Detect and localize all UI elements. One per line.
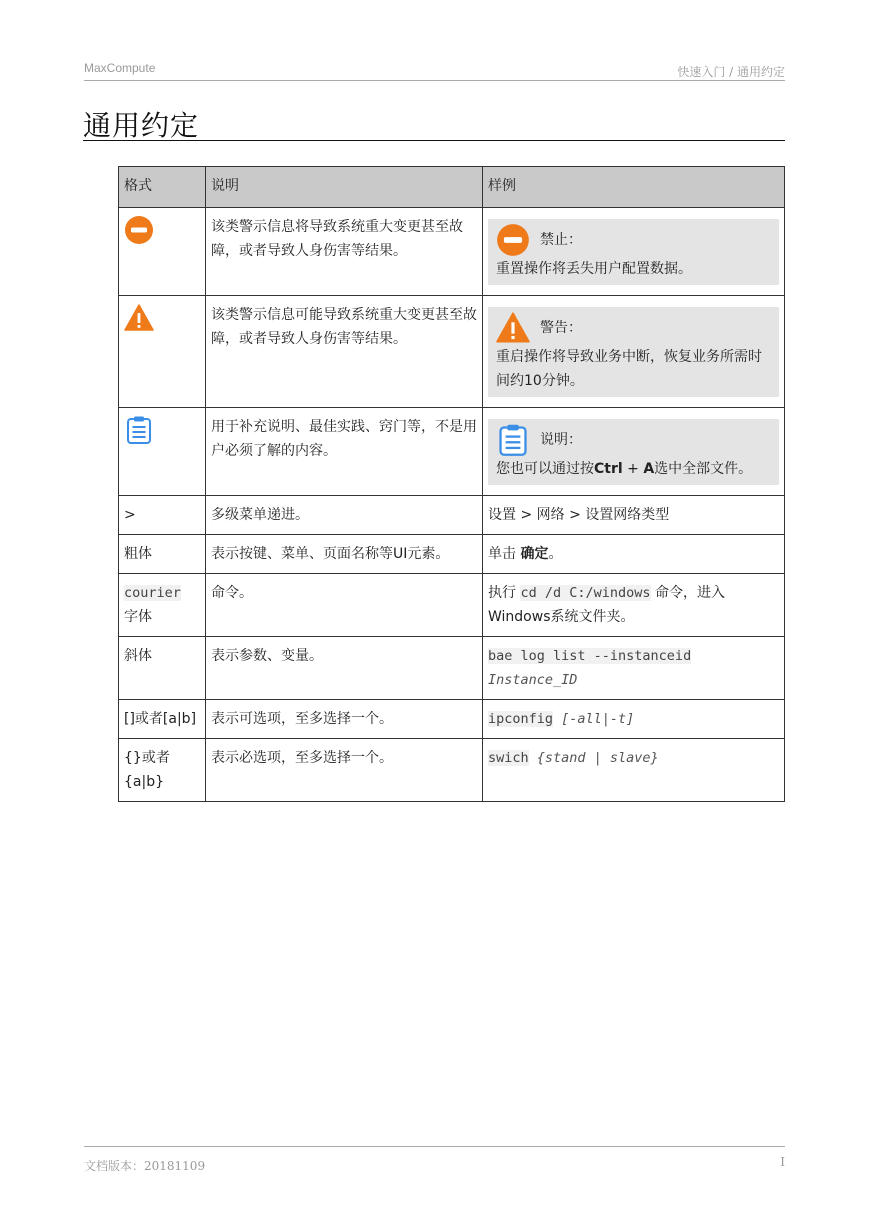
example-cell xyxy=(483,535,785,574)
header-product: MaxCompute xyxy=(84,61,156,75)
danger-sample-box xyxy=(488,219,779,285)
danger-label: 禁止： xyxy=(540,232,582,248)
required-variable: {stand | slave} xyxy=(528,750,659,766)
table-row xyxy=(119,739,785,802)
note-label: 说明： xyxy=(540,432,582,448)
prohibit-icon xyxy=(496,223,530,257)
header-example: 样例 xyxy=(483,167,785,208)
bold-prefix: 单击 xyxy=(488,546,521,562)
header-description: 说明 xyxy=(206,167,483,208)
bold-suffix: 。 xyxy=(548,546,563,562)
format-cell xyxy=(119,408,206,496)
key-ctrl: Ctrl xyxy=(594,461,623,477)
example-cell xyxy=(483,296,785,408)
note-body-text: 您也可以通过按 xyxy=(496,461,594,477)
warning-triangle-icon xyxy=(496,311,530,345)
warning-body: 重启操作将导致业务中断，恢复业务所需时间约10分钟。 xyxy=(496,349,762,389)
clipboard-note-icon xyxy=(496,423,530,457)
table-row xyxy=(119,208,785,296)
table-row xyxy=(119,637,785,700)
description-cell: 表示可选项，至多选择一个。 xyxy=(206,700,483,739)
footer-version: 文档版本：20181109 xyxy=(84,1159,206,1173)
description-cell: 用于补充说明、最佳实践、窍门等，不是用户必须了解的内容。 xyxy=(206,408,483,496)
table-row xyxy=(119,408,785,496)
italic-command: bae log list --instanceid xyxy=(488,648,692,664)
courier-format-rest: 字体 xyxy=(124,609,152,625)
key-a: A xyxy=(643,461,655,477)
description-cell: 该类警示信息将导致系统重大变更甚至故障，或者导致人身伤害等结果。 xyxy=(206,208,483,296)
description-cell: 表示参数、变量。 xyxy=(206,637,483,700)
table-row xyxy=(119,700,785,739)
format-cell: {}或者{a|b} xyxy=(119,739,206,802)
optional-command: ipconfig xyxy=(488,711,554,727)
table-header-row xyxy=(119,167,785,208)
example-cell xyxy=(483,574,785,637)
format-cell xyxy=(119,296,206,408)
example-cell xyxy=(483,637,785,700)
page-title: 通用约定 xyxy=(83,109,200,142)
format-cell: 斜体 xyxy=(119,637,206,700)
footer-divider xyxy=(84,1146,785,1147)
note-body xyxy=(496,457,771,481)
italic-variable: Instance_ID xyxy=(488,672,578,688)
format-cell xyxy=(119,574,206,637)
example-cell: 设置 > 网络 > 设置网络类型 xyxy=(483,496,785,535)
clipboard-note-icon xyxy=(124,415,154,445)
warning-label: 警告： xyxy=(540,320,582,336)
prohibit-icon xyxy=(124,215,154,245)
example-cell xyxy=(483,208,785,296)
warning-sample-box xyxy=(488,307,779,397)
warning-triangle-icon xyxy=(124,303,154,333)
note-sample-box xyxy=(488,419,779,485)
description-cell: 表示按键、菜单、页面名称等UI元素。 xyxy=(206,535,483,574)
courier-command: cd /d C:/windows xyxy=(520,585,651,601)
title-divider xyxy=(83,140,785,141)
danger-body: 重置操作将丢失用户配置数据。 xyxy=(496,261,692,277)
example-cell xyxy=(483,700,785,739)
optional-variable: [-all|-t] xyxy=(553,711,635,727)
format-cell: > xyxy=(119,496,206,535)
required-command: swich xyxy=(488,750,529,766)
header-divider xyxy=(84,80,785,81)
table-row xyxy=(119,296,785,408)
description-cell: 多级菜单递进。 xyxy=(206,496,483,535)
courier-prefix: 执行 xyxy=(488,585,521,601)
courier-suffix: 命令，进入Windows系统文件夹。 xyxy=(488,585,725,625)
format-cell: []或者[a|b] xyxy=(119,700,206,739)
conventions-table xyxy=(118,166,785,802)
header-breadcrumb: 快速入门 / 通用约定 xyxy=(677,65,785,79)
courier-format: courier xyxy=(124,585,181,601)
example-cell xyxy=(483,408,785,496)
table-row xyxy=(119,496,785,535)
key-plus: + xyxy=(622,461,644,477)
description-cell: 命令。 xyxy=(206,574,483,637)
format-cell xyxy=(119,208,206,296)
bold-sample: 确定 xyxy=(520,546,549,562)
footer-page-number: I xyxy=(780,1155,785,1169)
description-cell: 该类警示信息可能导致系统重大变更甚至故障，或者导致人身伤害等结果。 xyxy=(206,296,483,408)
table-row xyxy=(119,574,785,637)
example-cell xyxy=(483,739,785,802)
description-cell: 表示必选项，至多选择一个。 xyxy=(206,739,483,802)
note-body-end: 选中全部文件。 xyxy=(654,461,753,477)
table-row xyxy=(119,535,785,574)
format-cell: 粗体 xyxy=(119,535,206,574)
header-format: 格式 xyxy=(119,167,206,208)
